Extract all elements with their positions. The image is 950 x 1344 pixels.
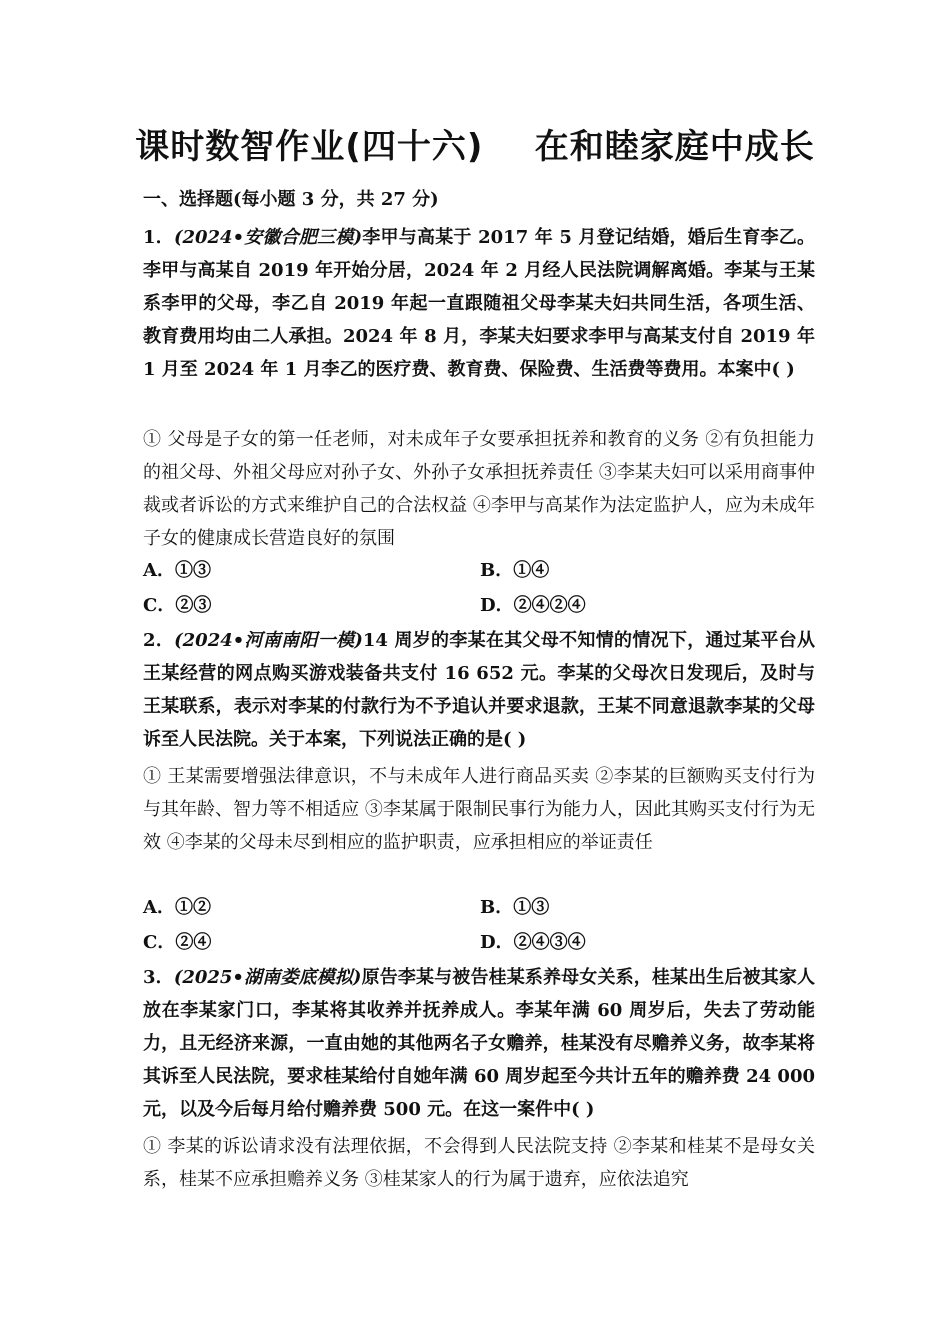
question-2-statements: ① 王某需要增强法律意识，不与未成年人进行商品买卖 ②李某的巨额购买支付行为与其年龄、智力等不相适应 ③李某属于限制民事行为能力人，因此其购买支付行为无效 ④李某的父母未尽到相应的监护职责，应承担相应的举证责任 [143, 766, 815, 853]
question-1-statements: ① 父母是子女的第一任老师，对未成年子女要承担抚养和教育的义务 ②有负担能力的祖父母、外祖父母应对孙子女、外孙子女承担抚养责任 ③李某夫妇可以采用商事仲裁或者诉讼的方式来维护自己的合法权益 ④李甲与高某作为法定监护人，应为未成年子女的健康成长营造良好的氛围 [143, 429, 815, 549]
option-b: B．①④ [480, 560, 550, 581]
question-number: 2． [143, 630, 175, 651]
question-number: 3． [143, 967, 174, 988]
option-c: C．②④ [143, 932, 212, 953]
question-source: (2024•河南南阳一模) [174, 630, 363, 651]
question-2-options-row-2 [143, 928, 815, 958]
section-heading: 一、选择题(每小题 3 分，共 27 分) [143, 189, 439, 210]
option-b: B．①③ [480, 897, 550, 918]
question-3-statements: ① 李某的诉讼请求没有法理依据，不会得到人民法院支持 ②李某和桂某不是母女关系，桂某不应承担赡养义务 ③桂某家人的行为属于遗弃，应依法追究 [143, 1136, 815, 1190]
option-c: C．②③ [143, 595, 212, 616]
question-2-options-row-1 [143, 893, 815, 923]
question-text: 李甲与高某于 2017 年 5 月登记结婚，婚后生育李乙。李甲与高某自 2019 年开始分居，2024 年 2 月经人民法院调解离婚。李某与王某系李甲的父母，李乙自 2019 年起一直跟随祖父母李某夫妇共同生活，各项生活、教育费用均由二人承担。2024 年 8 月，李某夫妇要求李甲与高某支付自 2019 年 1 月至 2024 年 1 月李乙的医疗费、教育费、保险费、生活费等费用。本案中( ) [143, 227, 816, 380]
question-source: (2025•湖南娄底模拟) [173, 967, 362, 988]
page-title: 课时数智作业(四十六) 在和睦家庭中成长 [135, 127, 815, 167]
option-d: D．②④③④ [480, 932, 586, 953]
option-a: A．①③ [143, 560, 211, 581]
question-text: 原告李某与被告桂某系养母女关系，桂某出生后被其家人放在李某家门口，李某将其收养并抚养成人。李某年满 60 周岁后，失去了劳动能力，且无经济来源，一直由她的其他两名子女赡养，桂某没有尽赡养义务，故李某将其诉至人民法院，要求桂某给付自她年满 60 周岁起至今共计五年的赡养费 24 000 元，以及今后每月给付赡养费 500 元。在这一案件中( ) [143, 967, 816, 1120]
question-text: 14 周岁的李某在其父母不知情的情况下，通过某平台从王某经营的网点购买游戏装备共支付 16 652 元。李某的父母次日发现后，及时与王某联系，表示对李某的付款行为不予追认并要求退款，王某不同意退款李某的父母诉至人民法院。关于本案，下列说法正确的是( ) [143, 630, 815, 750]
question-2-stem [143, 624, 815, 756]
question-1-options-row-2 [143, 591, 815, 621]
question-number: 1． [143, 227, 174, 248]
option-a: A．①② [143, 897, 211, 918]
question-1-options-row-1 [143, 556, 815, 586]
question-source: (2024•安徽合肥三模) [173, 227, 363, 248]
option-d: D．②④②④ [480, 595, 586, 616]
question-3-stem [143, 961, 815, 1126]
question-1-stem [143, 221, 815, 386]
